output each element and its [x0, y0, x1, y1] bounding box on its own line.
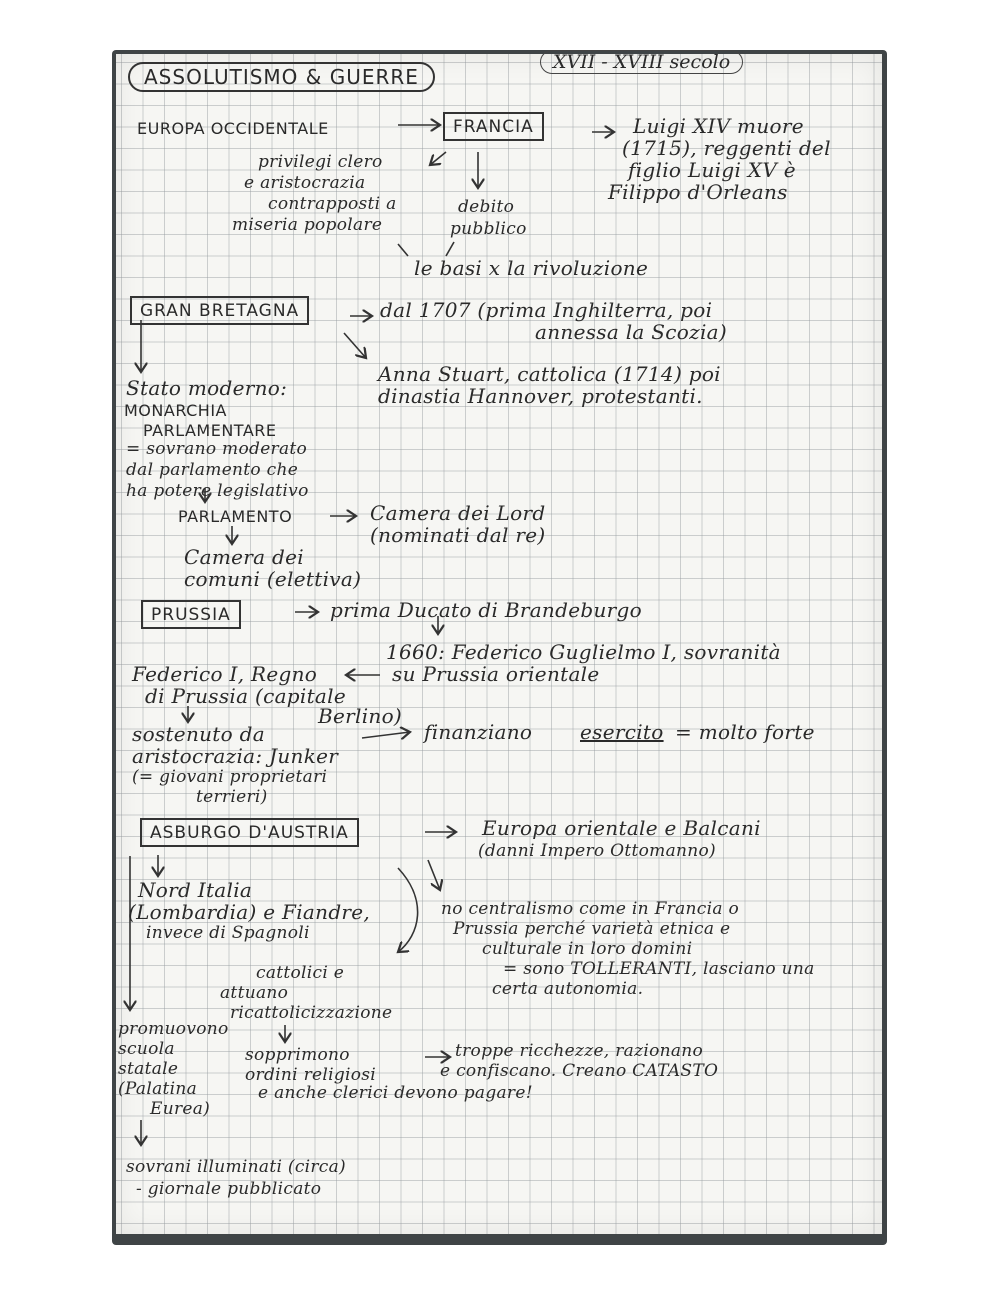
privilegi-line-4: miseria popolare: [232, 215, 383, 235]
nord-line-3: invece di Spagnoli: [146, 923, 310, 943]
ricchezze-line-1: troppe ricchezze, razionano: [455, 1041, 704, 1061]
federico-i-line-3: Berlino): [318, 704, 403, 728]
ricchezze-line-2: e confiscano. Creano CATASTO: [440, 1061, 719, 1081]
sopprimono-line-1: sopprimono: [245, 1045, 350, 1065]
luigi-line-2: (1715), reggenti del: [622, 136, 831, 160]
europa-orientale-line-1: Europa orientale e Balcani: [482, 816, 761, 840]
sovrani-line-2: - giornale pubblicato: [136, 1179, 322, 1199]
luigi-line-4: Filippo d'Orleans: [608, 180, 788, 204]
stato-line-6: ha potere legislativo: [126, 481, 309, 501]
lord-line-1: Camera dei Lord: [370, 501, 546, 525]
comuni-line-1: Camera dei: [184, 545, 304, 569]
comuni-line-2: comuni (elettiva): [184, 567, 362, 591]
sopprimono-line-2: ordini religiosi: [245, 1065, 377, 1085]
cattolici-line-1: cattolici e: [256, 963, 345, 983]
sostenuto-line-4: terrieri): [196, 787, 268, 807]
stato-line-4: = sovrano moderato: [126, 439, 308, 459]
dal1707-line-1: dal 1707 (prima Inghilterra, poi: [380, 298, 713, 322]
page-title: ASSOLUTISMO & GUERRE: [128, 62, 435, 92]
stato-line-2: MONARCHIA: [124, 401, 227, 420]
privilegi-line-3: contrapposti a: [268, 194, 397, 214]
anna-line-2: dinastia Hannover, protestanti.: [378, 384, 703, 408]
cattolici-line-3: ricattolicizzazione: [230, 1003, 393, 1023]
debito-line-1: debito: [458, 197, 515, 217]
promuovono-line-5: Eurea): [150, 1099, 211, 1119]
federico-g-line-1: 1660: Federico Guglielmo I, sovranità: [386, 640, 781, 664]
centralismo-line-2: Prussia perché varietà etnica e: [453, 919, 731, 939]
centralismo-line-5: certa autonomia.: [492, 979, 644, 999]
basi-rivoluzione: le basi x la rivoluzione: [414, 256, 649, 280]
sostenuto-line-3: (= giovani proprietari: [132, 767, 328, 787]
cattolici-line-2: attuano: [220, 983, 289, 1003]
ricchezze-line-3: e anche clerici devono pagare!: [258, 1083, 533, 1103]
prussia-box: PRUSSIA: [141, 600, 241, 629]
lord-line-2: (nominati dal re): [370, 523, 546, 547]
federico-i-line-1: Federico I, Regno: [132, 662, 318, 686]
anna-line-1: Anna Stuart, cattolica (1714) poi: [378, 362, 721, 386]
sostenuto-line-2: aristocrazia: Junker: [132, 744, 339, 768]
centralismo-line-1: no centralismo come in Francia o: [441, 899, 740, 919]
sostenuto-line-1: sostenuto da: [132, 722, 265, 746]
stato-line-3: PARLAMENTARE: [143, 421, 277, 440]
privilegi-line-1: privilegi clero: [258, 152, 383, 172]
debito-line-2: pubblico: [450, 219, 527, 239]
luigi-line-3: figlio Luigi XV è: [628, 158, 796, 182]
dal1707-line-2: annessa la Scozia): [535, 320, 728, 344]
stato-line-1: Stato moderno:: [126, 376, 288, 400]
finanziano-label: finanziano: [424, 720, 533, 744]
luigi-line-1: Luigi XIV muore: [633, 114, 804, 138]
molto-forte-label: = molto forte: [675, 720, 815, 744]
ducato-label: prima Ducato di Brandeburgo: [330, 598, 642, 622]
federico-i-line-2: di Prussia (capitale: [145, 684, 346, 708]
europa-occidentale-label: EUROPA OCCIDENTALE: [137, 119, 329, 138]
promuovono-line-1: promuovono: [118, 1019, 229, 1039]
centralismo-line-4: = sono TOLLERANTI, lasciano una: [503, 959, 815, 979]
europa-orientale-line-2: (danni Impero Ottomanno): [478, 841, 716, 861]
centralismo-line-3: culturale in loro domini: [482, 939, 693, 959]
federico-g-line-2: su Prussia orientale: [392, 662, 600, 686]
nord-line-1: Nord Italia: [138, 878, 253, 902]
promuovono-line-3: statale: [118, 1059, 179, 1079]
nord-line-2: (Lombardia) e Fiandre,: [128, 900, 371, 924]
stato-line-5: dal parlamento che: [126, 460, 299, 480]
privilegi-line-2: e aristocrazia: [244, 173, 366, 193]
francia-box: FRANCIA: [443, 112, 544, 141]
sovrani-line-1: sovrani illuminati (circa): [126, 1157, 346, 1177]
gran-bretagna-box: GRAN BRETAGNA: [130, 296, 309, 325]
promuovono-line-2: scuola: [118, 1039, 175, 1059]
asburgo-box: ASBURGO D'AUSTRIA: [140, 818, 359, 847]
esercito-label: esercito: [580, 720, 664, 744]
period-label: XVII - XVIII secolo: [540, 50, 743, 74]
promuovono-line-4: (Palatina: [118, 1079, 198, 1099]
parlamento-label: PARLAMENTO: [178, 507, 293, 526]
